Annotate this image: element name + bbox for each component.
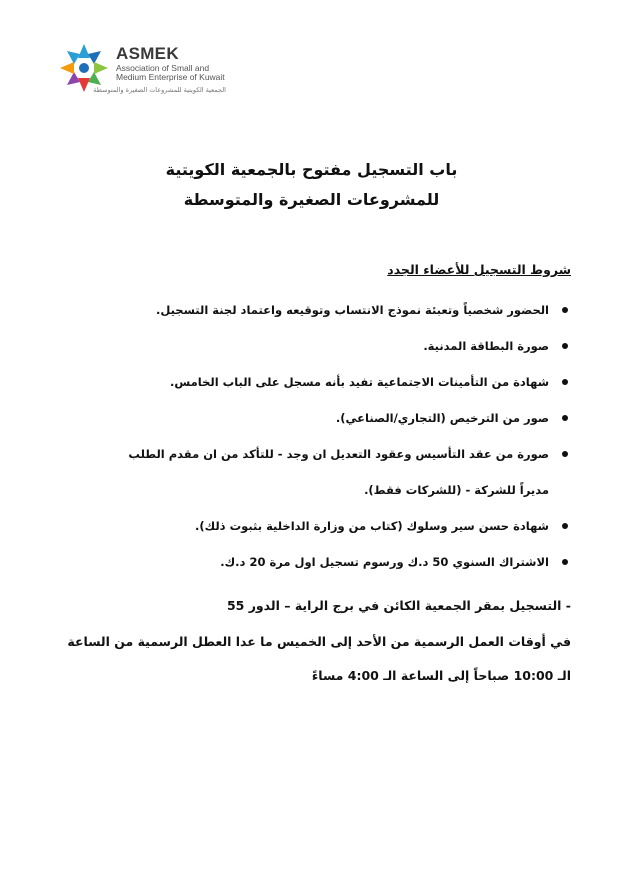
logo-arabic-text: الجمعية الكويتية للمشروعات الصغيرة والمتوسطة	[93, 86, 226, 94]
asmek-logo	[58, 42, 238, 108]
page-title-line2: للمشروعات الصغيرة والمتوسطة	[183, 190, 440, 209]
requirements-heading: شروط التسجيل للأعضاء الجدد	[387, 262, 571, 277]
registration-hours-line2: الـ 10:00 صباحاً إلى الساعة الـ 4:00 مساءً	[311, 668, 571, 683]
requirement-item: شهادة من التأمينات الاجتماعية تفيد بأنه مسجل على الباب الخامس.	[101, 364, 571, 400]
requirement-item: الاشتراك السنوي 50 د.ك ورسوم تسجيل اول مرة 20 د.ك.	[101, 544, 571, 580]
requirements-list	[101, 292, 571, 580]
logo-name: ASMEK	[116, 44, 179, 63]
logo-subtitle-line1: Association of Small and	[116, 63, 210, 73]
requirement-item: الحضور شخصياً وتعبئة نموذج الانتساب وتوقيعه واعتماد لجنة التسجيل.	[101, 292, 571, 328]
requirement-item: صور من الترخيص (التجاري/الصناعي).	[101, 400, 571, 436]
logo-subtitle-line2: Medium Enterprise of Kuwait	[116, 72, 225, 82]
registration-hours-line1: في أوقات العمل الرسمية من الأحد إلى الخميس ما عدا العطل الرسمية من الساعة	[67, 634, 571, 649]
logo-subtitle	[116, 64, 246, 82]
requirement-item: شهادة حسن سير وسلوك (كتاب من وزارة الداخلية بثبوت ذلك).	[101, 508, 571, 544]
requirement-item: صورة البطاقة المدنية.	[101, 328, 571, 364]
requirement-item: صورة من عقد التأسيس وعقود التعديل ان وجد - للتأكد من ان مقدم الطلب مديراً للشركة - (للشركات فقط).	[101, 436, 571, 508]
registration-location: - التسجيل بمقر الجمعية الكائن في برج الراية – الدور 55	[226, 598, 571, 613]
page-title-line1: باب التسجيل مفتوح بالجمعية الكويتية	[165, 160, 458, 179]
